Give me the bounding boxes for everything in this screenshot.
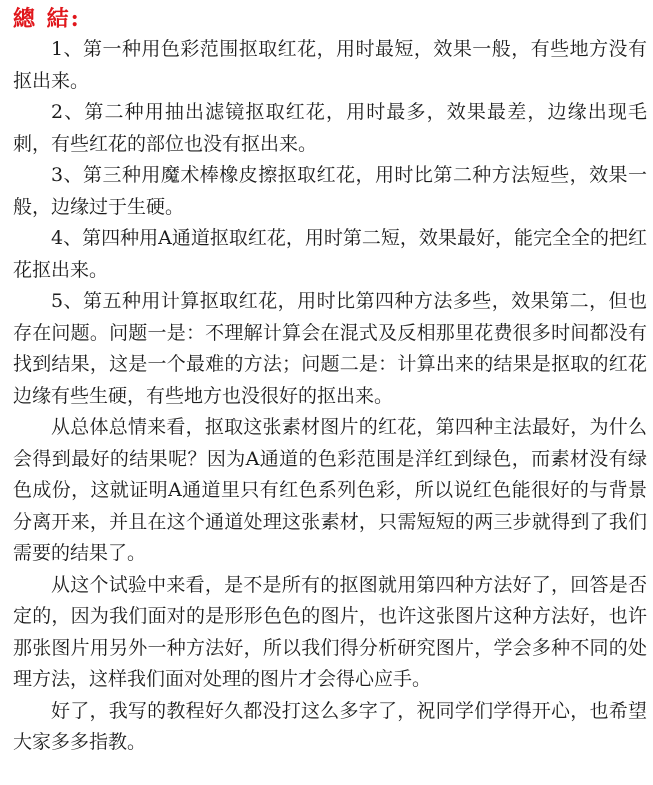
- paragraph-method-5: 5、第五种用计算抠取红花，用时比第四种方法多些，效果第二，但也存在问题。问题一是：不理解计算会在混式及反相那里花费很多时间都没有找到结果，这是一个最难的方法；问题二是：计算出来的结果是抠取的红花边缘有些生硬，有些地方也没很好的抠出来。: [13, 290, 647, 407]
- paragraph-closing: 好了，我写的教程好久都没打这么多字了，祝同学们学得开心，也希望大家多多指教。: [13, 699, 647, 753]
- paragraph-method-4: 4、第四种用A通道抠取红花，用时第二短，效果最好，能完全全的把红花抠出来。: [13, 227, 647, 281]
- paragraph-method-1: 1、第一种用色彩范围抠取红花，用时最短，效果一般，有些地方没有抠出来。: [13, 38, 647, 92]
- paragraph-experiment-conclusion: 从这个试验中来看，是不是所有的抠图就用第四种方法好了，回答是否定的，因为我们面对的是形形色色的图片，也许这张图片这种方法好，也许那张图片用另外一种方法好，所以我们得分析研究图片，学会多种不同的处理方法，这样我们面对处理的图片才会得心应手。: [13, 573, 647, 690]
- summary-title: 總 結:: [13, 6, 81, 32]
- paragraph-method-2: 2、第二种用抽出滤镜抠取红花，用时最多，效果最差，边缘出现毛刺，有些红花的部位也没有抠出来。: [13, 101, 647, 155]
- paragraph-overall-analysis: 从总体总情来看，抠取这张素材图片的红花，第四种主法最好，为什么会得到最好的结果呢？因为A通道的色彩范围是洋红到绿色，而素材没有绿色成份，这就证明A通道里只有红色系列色彩，所以说红色能很好的与背景分离开来，并且在这个通道处理这张素材，只需短短的两三步就得到了我们需要的结果了。: [13, 416, 647, 564]
- paragraph-method-3: 3、第三种用魔术棒橡皮擦抠取红花，用时比第二种方法短些，效果一般，边缘过于生硬。: [13, 164, 647, 218]
